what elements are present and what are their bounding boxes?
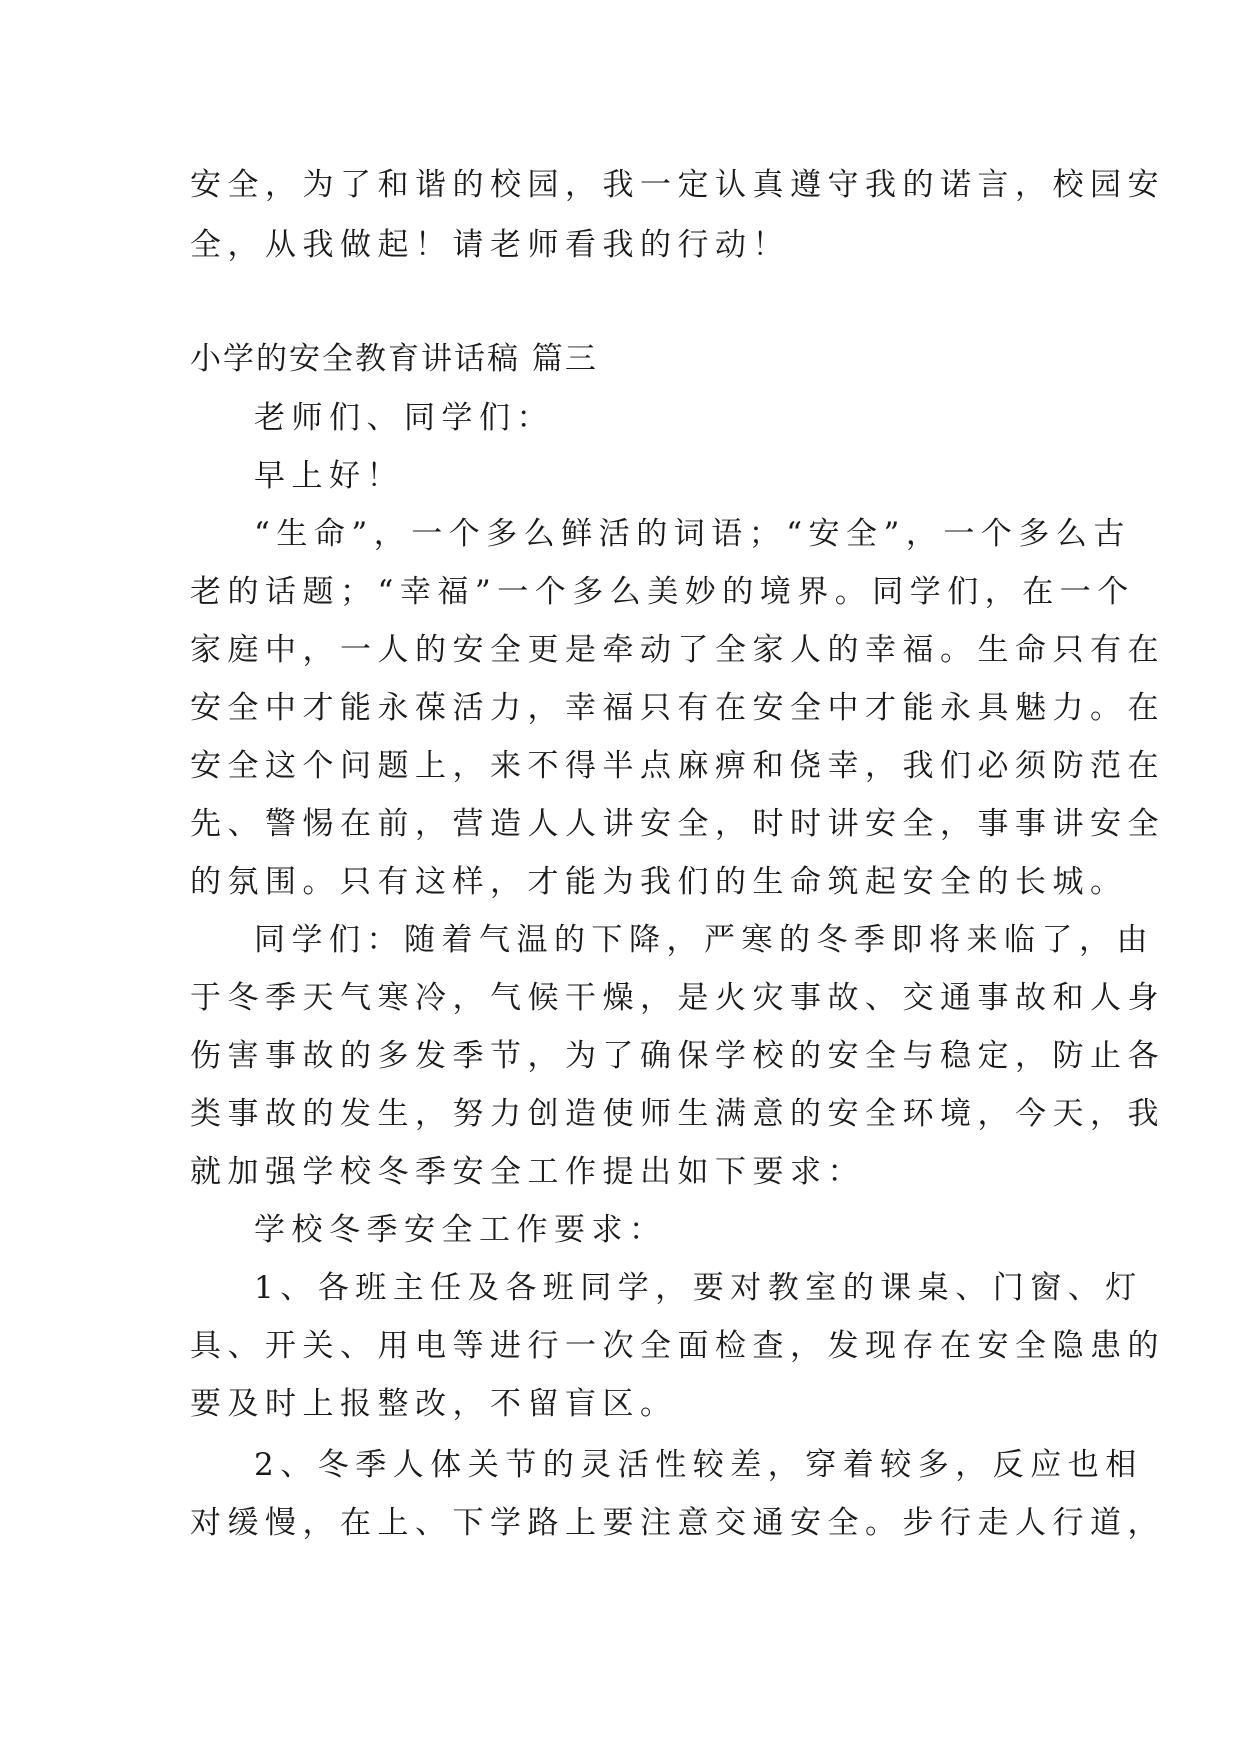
list-item-line: 2、冬季人体关节的灵活性较差，穿着较多，反应也相 (254, 1447, 1143, 1483)
list-item-line: 要及时上报整改，不留盲区。 (190, 1386, 678, 1422)
paragraph-line: 安全这个问题上，来不得半点麻痹和侥幸，我们必须防范在 (190, 748, 1165, 784)
paragraph-line: 家庭中，一人的安全更是牵动了全家人的幸福。生命只有在 (190, 632, 1165, 668)
paragraph-line: 的氛围。只有这样，才能为我们的生命筑起安全的长城。 (190, 864, 1128, 900)
paragraph-line: 伤害事故的多发季节，为了确保学校的安全与稳定，防止各 (190, 1038, 1165, 1074)
text-line: 全，从我做起！请老师看我的行动！ (190, 227, 790, 263)
section-heading: 小学的安全教育讲话稿 篇三 (190, 341, 598, 377)
greeting: 早上好！ (254, 458, 404, 494)
list-item-line: 1、各班主任及各班同学，要对教室的课桌、门窗、灯 (254, 1270, 1143, 1306)
text-line: 安全，为了和谐的校园，我一定认真遵守我的诺言，校园安 (190, 167, 1165, 203)
list-item-line: 对缓慢，在上、下学路上要注意交通安全。步行走人行道， (190, 1505, 1165, 1541)
salutation: 老师们、同学们： (254, 400, 554, 436)
paragraph-line: 老的话题；“幸福”一个多么美妙的境界。同学们，在一个 (190, 574, 1135, 610)
paragraph-line: 先、警惕在前，营造人人讲安全，时时讲安全，事事讲安全 (190, 806, 1165, 842)
paragraph-line: 类事故的发生，努力创造使师生满意的安全环境，今天，我 (190, 1096, 1165, 1132)
paragraph-line: 于冬季天气寒冷，气候干燥，是火灾事故、交通事故和人身 (190, 980, 1165, 1016)
paragraph-line: 安全中才能永葆活力，幸福只有在安全中才能永具魅力。在 (190, 690, 1165, 726)
paragraph-line: 同学们：随着气温的下降，严寒的冬季即将来临了，由 (254, 922, 1154, 958)
subheading-line: 学校冬季安全工作要求： (254, 1212, 667, 1248)
paragraph-line: “生命”，一个多么鲜活的词语；“安全”，一个多么古 (254, 516, 1131, 552)
list-item-line: 具、开关、用电等进行一次全面检查，发现存在安全隐患的 (190, 1328, 1165, 1364)
paragraph-line: 就加强学校冬季安全工作提出如下要求： (190, 1154, 865, 1190)
